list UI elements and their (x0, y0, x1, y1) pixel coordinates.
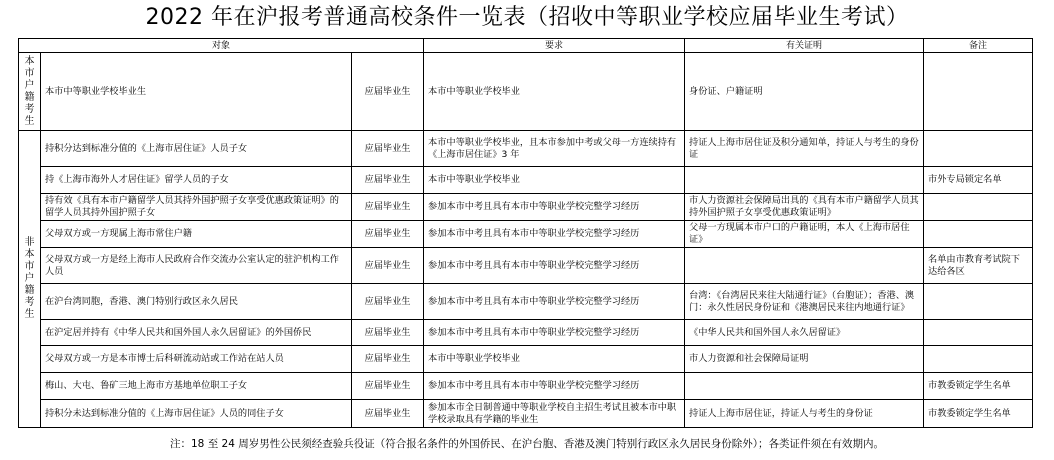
cell-target: 父母双方或一方是经上海市人民政府合作交流办公室认定的驻沪机构工作人员 (41, 248, 352, 284)
header-row (19, 39, 1033, 53)
cell-status: 应届毕业生 (352, 400, 424, 428)
table-row (19, 131, 1033, 167)
cell-note: 市教委锁定学生名单 (924, 373, 1033, 400)
cell-requirement: 参加本市中考且具有本市中等职业学校完整学习经历 (424, 194, 685, 221)
cell-status: 应届毕业生 (352, 373, 424, 400)
cell-target: 在沪台湾同胞，香港、澳门特别行政区永久居民 (41, 284, 352, 320)
cell-proof: 持证人上海市居住证及积分通知单，持证人与考生的身份证 (685, 131, 924, 167)
cell-status: 应届毕业生 (352, 346, 424, 373)
group-label-nonlocal: 非本市户籍考生 (19, 131, 41, 428)
cell-status: 应届毕业生 (352, 53, 424, 131)
cell-target: 本市中等职业学校毕业生 (41, 53, 352, 131)
cell-note: 名单由市教育考试院下达给各区 (924, 248, 1033, 284)
header-requirement: 要求 (424, 39, 685, 53)
cell-requirement: 本市中等职业学校毕业 (424, 53, 685, 131)
table-row (19, 373, 1033, 400)
cell-requirement: 参加本市中考且具有本市中等职业学校完整学习经历 (424, 373, 685, 400)
cell-note (924, 320, 1033, 346)
header-target: 对象 (19, 39, 424, 53)
cell-proof: 父母一方现属本市户口的户籍证明，本人《上海市居住证》 (685, 221, 924, 248)
cell-proof (685, 167, 924, 194)
cell-status: 应届毕业生 (352, 248, 424, 284)
cell-proof: 市人力资源和社会保障局证明 (685, 346, 924, 373)
cell-status: 应届毕业生 (352, 221, 424, 248)
cell-requirement: 参加本市全日制普通中等职业学校自主招生考试且被本市中职学校录取具有学籍的毕业生 (424, 400, 685, 428)
footnote: 注：18 至 24 周岁男性公民须经查验兵役证（符合报名条件的外国侨民、在沪台胞、香港及澳门特别行政区永久居民身份除外）；各类证件须在有效期内。 (170, 438, 884, 450)
cell-target: 父母双方或一方现属上海市常住户籍 (41, 221, 352, 248)
table-row (19, 346, 1033, 373)
conditions-table (18, 38, 1033, 428)
cell-target: 持有效《具有本市户籍留学人员其持外国护照子女享受优惠政策证明》的留学人员其持外国护照子女 (41, 194, 352, 221)
cell-note (924, 131, 1033, 167)
table-row (19, 221, 1033, 248)
cell-proof (685, 248, 924, 284)
cell-status: 应届毕业生 (352, 167, 424, 194)
cell-note (924, 284, 1033, 320)
cell-note: 市外专局锁定名单 (924, 167, 1033, 194)
cell-requirement: 参加本市中考且具有本市中等职业学校完整学习经历 (424, 320, 685, 346)
cell-status: 应届毕业生 (352, 131, 424, 167)
cell-target: 持《上海市海外人才居住证》留学人员的子女 (41, 167, 352, 194)
header-proof: 有关证明 (685, 39, 924, 53)
cell-target: 持积分未达到标准分值的《上海市居住证》人员的同住子女 (41, 400, 352, 428)
cell-status: 应届毕业生 (352, 320, 424, 346)
cell-status: 应届毕业生 (352, 194, 424, 221)
cell-status: 应届毕业生 (352, 284, 424, 320)
header-note: 备注 (924, 39, 1033, 53)
cell-target: 在沪定居并持有《中华人民共和国外国人永久居留证》的外国侨民 (41, 320, 352, 346)
cell-requirement: 参加本市中考且具有本市中等职业学校完整学习经历 (424, 284, 685, 320)
cell-proof: 市人力资源社会保障局出具的《具有本市户籍留学人员其持外国护照子女享受优惠政策证明》 (685, 194, 924, 221)
cell-requirement: 本市中等职业学校毕业 (424, 167, 685, 194)
table-row (19, 320, 1033, 346)
cell-proof: 持证人上海市居住证，持证人与考生的身份证 (685, 400, 924, 428)
group-label-local: 本市户籍考生 (19, 53, 41, 131)
cell-note (924, 53, 1033, 131)
cell-target: 父母双方或一方是本市博士后科研流动站或工作站在站人员 (41, 346, 352, 373)
cell-note (924, 194, 1033, 221)
page-title: 2022 年在沪报考普通高校条件一览表（招收中等职业学校应届毕业生考试） (145, 5, 909, 30)
cell-requirement: 本市中等职业学校毕业，且本市参加中考或父母一方连续持有《上海市居住证》3 年 (424, 131, 685, 167)
cell-note (924, 346, 1033, 373)
cell-proof: 台湾：《台湾居民来往大陆通行证》（台胞证）；香港、澳门：永久性居民身份证和《港澳居民来往内地通行证》 (685, 284, 924, 320)
cell-proof: 《中华人民共和国外国人永久居留证》 (685, 320, 924, 346)
cell-proof: 身份证、户籍证明 (685, 53, 924, 131)
table-row (19, 400, 1033, 428)
cell-requirement: 本市中等职业学校毕业 (424, 346, 685, 373)
cell-note (924, 221, 1033, 248)
cell-proof (685, 373, 924, 400)
cell-target: 梅山、大屯、鲁矿三地上海市方基地单位职工子女 (41, 373, 352, 400)
cell-target: 持积分达到标准分值的《上海市居住证》人员子女 (41, 131, 352, 167)
table-row (19, 53, 1033, 131)
table-row (19, 167, 1033, 194)
cell-requirement: 参加本市中考且具有本市中等职业学校完整学习经历 (424, 248, 685, 284)
table-row (19, 284, 1033, 320)
cell-note: 市教委锁定学生名单 (924, 400, 1033, 428)
table-row (19, 248, 1033, 284)
table-row (19, 194, 1033, 221)
cell-requirement: 参加本市中考且具有本市中等职业学校完整学习经历 (424, 221, 685, 248)
